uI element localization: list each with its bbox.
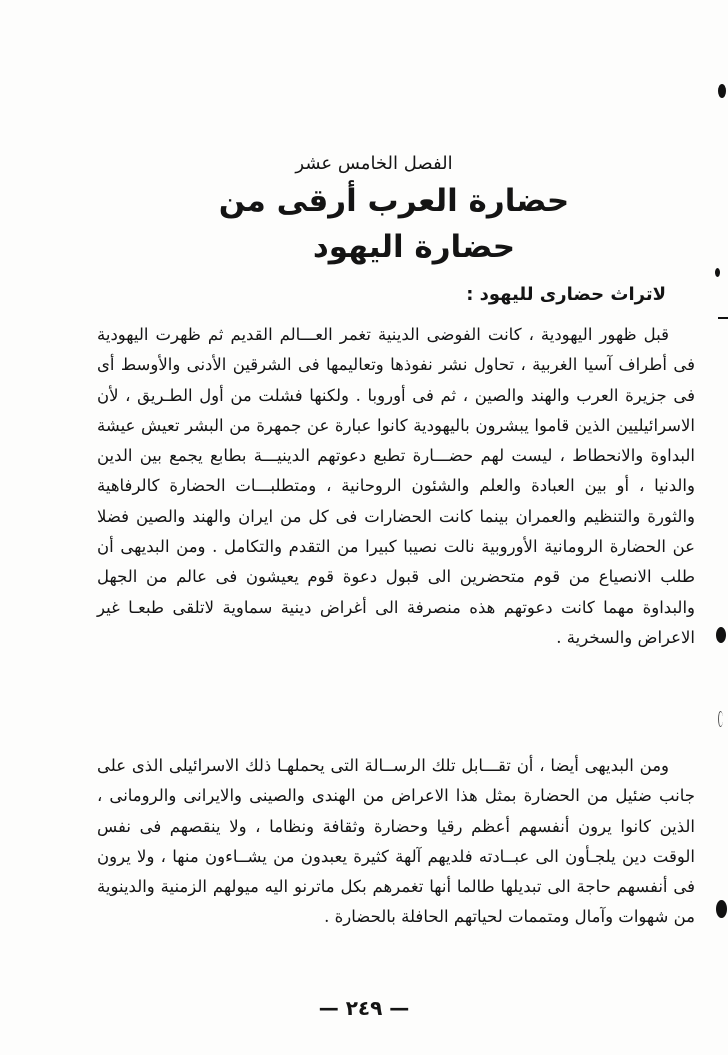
paragraph-2-block [97, 751, 695, 933]
chapter-title-line-2: حضارة اليهود [312, 229, 516, 265]
paragraph-1-block [97, 320, 695, 653]
scan-edge-mark [718, 317, 728, 319]
paragraph-1: قبل ظهور اليهودية ، كانت الفوضى الدينية تغمر العـــالم القديم ثم ظهرت اليهودية فى أطراف آسيا الغربية ، تحاول نشر نفوذها وتعاليمها فى الشرقين الأدنى والأوسط أى فى جزيرة العرب والهند والصين ، ثم فى أوروبا . ولكنها فشلت من أول الطـريق ، لأن الاسرائيليين الذين قاموا يبشرون باليهودية كانوا عبارة عن جمهرة من البشر تعيش عيشة البداوة والانحطاط ، ليست لهم حضـــارة تطبع دعوتهم الدينيـــة بطابع يجمع بين الدين والدنيا ، أو بين العبادة والعلم والشئون الروحانية ، ومتطلبـــات الحضارة كالرفاهية والثورة والتنظيم والعمران بينما كانت الحضارات فى كل من ايران والهند والصين فضلا عن الحضارة الرومانية الأوروبية نالت نصيبا كبيرا من التقدم والتكامل . ومن البديهى أن طلب الانصياع من قوم متحضرين الى قبول دعوة قوم يعيشون فى عالم من الجهل والبداوة مهما كانت دعوتهم هذه منصرفة الى أغراض دينية سماوية لاتلقى طبعـا غير الاعراض والسخرية . [97, 325, 695, 647]
chapter-title-line-1: حضارة العرب أرقى من [218, 183, 570, 219]
scan-edge-mark [718, 84, 726, 98]
section-heading: لاتراث حضارى لليهود : [466, 284, 666, 305]
paragraph-2: ومن البديهى أيضا ، أن تقـــابل تلك الرســالة التى يحملهـا ذلك الاسرائيلى الذى على جانب ضئيل من الحضارة بمثل هذا الاعراض من الهندى والصينى والايرانى والرومانى ، الذين كانوا يرون أنفسهم أعظم رقيا وحضارة وثقافة ونظاما ، ولا ينقصهم فى نفس الوقت دين يلجـأون الى عبــادته فلديهم آلهة كثيرة يعبدون من يشــاءون منها ، ولا يرون فى أنفسهم حاجة الى تبديلها طالما أنها تغمرهم بكل ماترنو اليه ميولهم الزمنية والدينوية من شهوات وآمال ومتممات لحياتهم الحافلة بالحضارة . [97, 756, 695, 927]
scan-edge-mark [716, 900, 727, 918]
scan-edge-mark [716, 627, 726, 643]
scan-edge-mark [718, 711, 723, 727]
chapter-heading [0, 150, 728, 270]
chapter-label: الفصل الخامس عشر [295, 153, 453, 174]
page-number: — ٢٤٩ — [318, 996, 410, 1020]
